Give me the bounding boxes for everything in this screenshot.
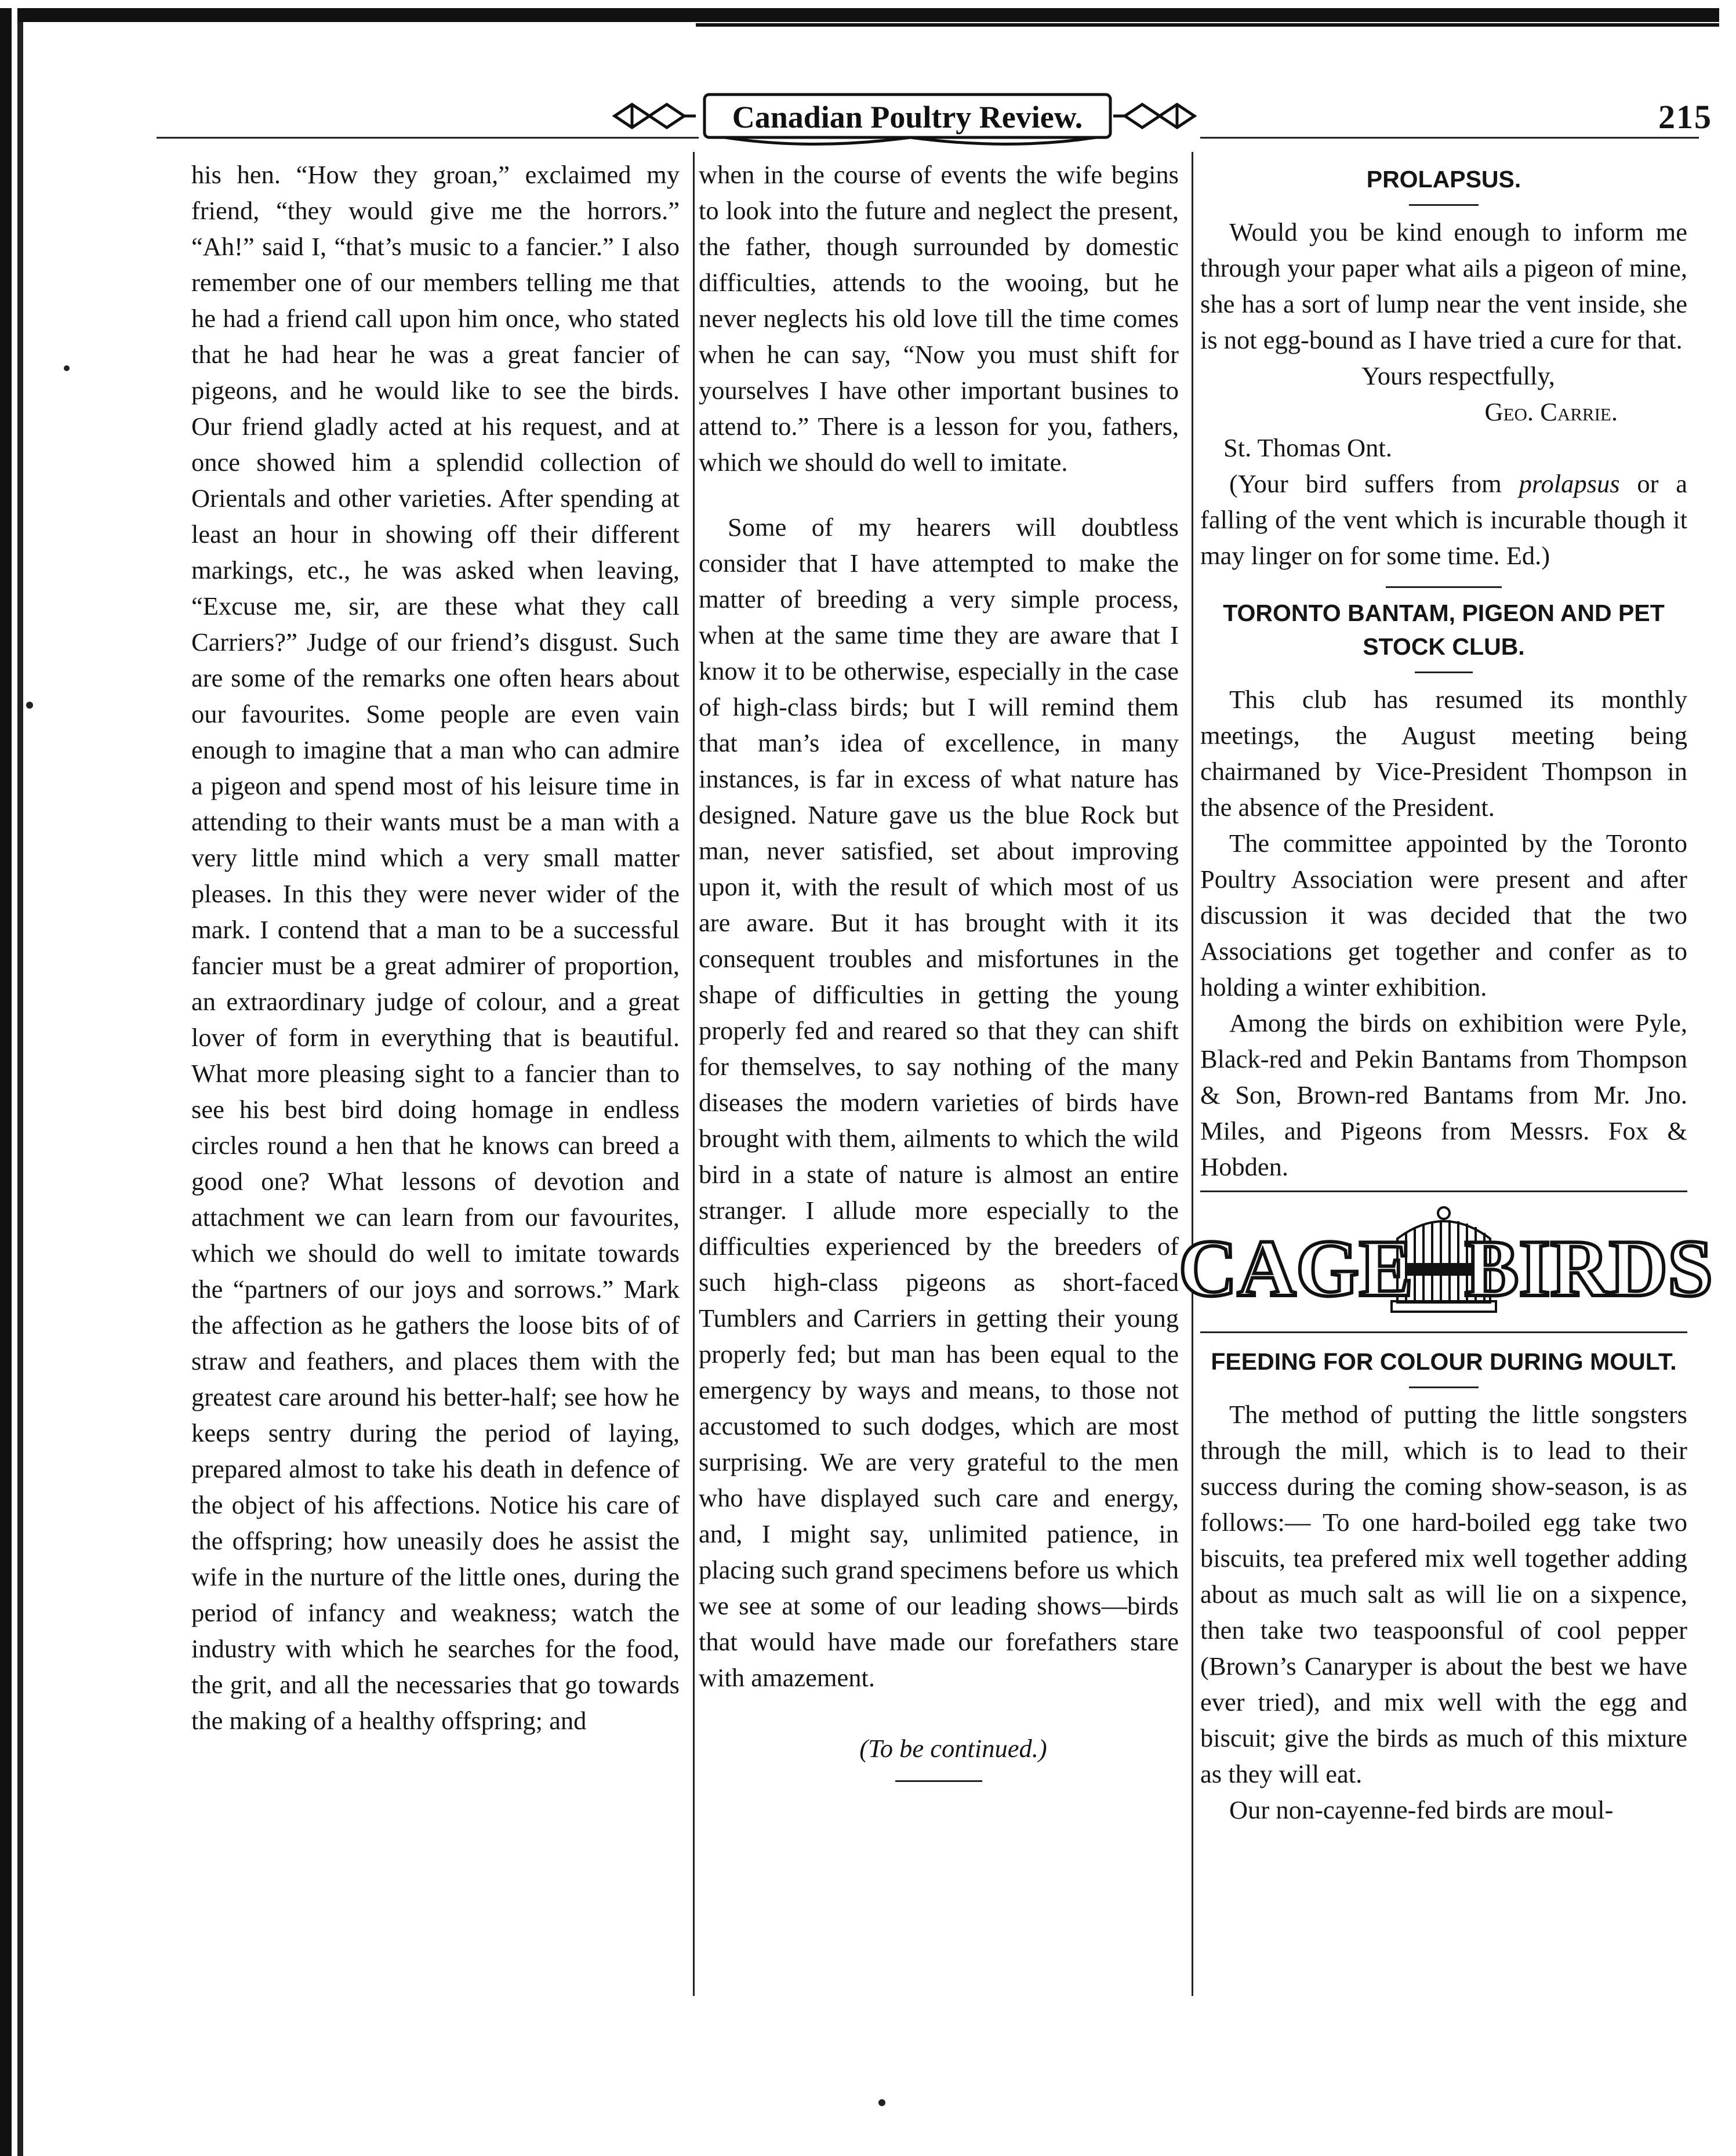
- to-be-continued: (To be continued.): [859, 1734, 1047, 1763]
- page-left-border-inner: [17, 8, 23, 2156]
- print-speck: [26, 702, 33, 709]
- heading-prolapsus: PROLAPSUS.: [1366, 166, 1521, 193]
- column-1: [191, 157, 680, 1738]
- prolapsus-letter: Would you be kind enough to inform me through your paper what ails a pigeon of mine, she has a sort of lump near the vent inside, she is not egg-bound as I have tried a cure for that.: [1200, 217, 1687, 354]
- heading-underline: [1415, 672, 1473, 673]
- editor-reply-prefix: (Your bird suffers from: [1229, 469, 1519, 498]
- club-paragraph: The committee appointed by the Toronto Poultry Association were present and after discussion it was decided that the two Associations get together and confer as to holding a winter exhibition.: [1200, 829, 1687, 1001]
- club-paragraph: This club has resumed its monthly meetings, the August meeting being chairmaned by Vice-President Thompson in the absence of the President.: [1200, 685, 1687, 822]
- page-top-border-lower: [696, 23, 1719, 27]
- column-3: [1178, 157, 1713, 1828]
- editor-reply: [1200, 466, 1687, 574]
- print-speck: [64, 365, 70, 371]
- column-rule-1: [693, 152, 695, 1996]
- editor-reply-italic: prolapsus: [1519, 469, 1620, 498]
- header-rule-right: [1200, 137, 1699, 139]
- article-paragraph: his hen. “How they groan,” exclaimed my friend, “they would give me the horrors.” “Ah!” said I, “that’s music to a fancier.” I also remember one of our members telling me that he had a friend call upon him once, who stated that he had hear he was a great fancier of pigeons, and he would like to see the birds. Our friend gladly acted at his request, and at once showed him a splendid collection of Orientals and other varieties. After spending at least an hour in showing off their different markings, etc., he was asked when leaving, “Excuse me, sir, are these what they call Carriers?” Judge of our friend’s disgust. Such are some of the remarks one often hears about our favourites. Some people are even vain enough to imagine that a man who can admire a pigeon and spend most of his leisure time in attending to their wants must be a man with a very little mind which a very small matter pleases. In this they were never wider of the mark. I contend that a man to be a successful fancier must be a great admirer of proportion, an extraordinary judge of colour, and a great lover of form in everything that is beautiful. What more pleasing sight to a fancier than to see his best bird doing homage in endless circles round a hen that he knows can breed a good one? What lessons of devotion and attachment we can learn from our favourites, which we should do well to imitate towards the “partners of our joys and sorrows.” Mark the affection as he gathers the loose bits of of straw and feathers, and places them with the greatest care around his better-half; see how he keeps sentry during the period of laying, prepared almost to take his death in defence of the object of his affections. Notice his care of the offspring; how uneasily does he assist the wife in the nurture of the little ones, during the period of infancy and weakness; watch the industry with which he searches for the food, the grit, and all the necessaries that go towards the making of a healthy offspring; and: [191, 160, 680, 1735]
- banner-rule-bottom: [1200, 1331, 1687, 1333]
- section-divider: [1386, 586, 1502, 588]
- feeding-paragraph: The method of putting the little songsters through the mill, which is to lead to their success during the coming show-season, is as follows:— To one hard-boiled egg take two biscuits, tea prefered mix well together adding about as much salt as will lie on a sixpence, then take two teaspoonsful of cool pepper (Brown’s Canaryper is about the best we have ever tried), and mix well with the egg and biscuit; give the birds as much of this mixture as they will eat.: [1200, 1400, 1687, 1788]
- column-rule-2: [1192, 152, 1193, 1996]
- banner-birds-text: BIRDS: [1465, 1224, 1713, 1313]
- column-2: [699, 157, 1179, 1790]
- cage-birds-banner: [1178, 1198, 1713, 1320]
- letter-signature: Geo. Carrie.: [1484, 397, 1618, 426]
- header-rule-left: [157, 137, 699, 139]
- page-top-border: [17, 8, 1719, 22]
- banner-cage-text: CAGE: [1178, 1224, 1414, 1313]
- birdcage-illustration: [1178, 1198, 1713, 1320]
- heading-club: TORONTO BANTAM, PIGEON AND PET STOCK CLUB.: [1223, 600, 1665, 660]
- letter-location: St. Thomas Ont.: [1223, 433, 1392, 462]
- banner-rule-top: [1200, 1190, 1687, 1192]
- article-paragraph: Some of my hearers will doubtless consider that I have attempted to make the matter of breeding a very simple process, when at the same time they are aware that I know it to be otherwise, especially in the case of high-class birds; but I will remind them that man’s idea of excellence, in many instances, is far in excess of what nature has designed. Nature gave us the blue Rock but man, never satisfied, set about improving upon it, with the result of which most of us are aware. But it has brought with it its consequent troubles and misfortunes in the shape of difficulties in getting the young properly fed and reared so that they can shift for themselves, to say nothing of the many diseases the modern varieties of birds have brought with them, ailments to which the wild bird in a state of nature is almost an entire stranger. I allude more especially to the difficulties experienced by the breeders of such high-class pigeons as short-faced Tumblers and Carriers in getting their young properly fed; but man has been equal to the emergency by ways and means, to those not accustomed to such dodges, which are most surprising. We are very grateful to the men who have displayed such care and energy, and, I might say, unlimited patience, in placing such grand specimens before us which we see at some of our leading shows—birds that would have made our forefathers stare with amazement.: [699, 513, 1179, 1692]
- page-left-border: [0, 8, 12, 2156]
- letter-closing: Yours respectfully,: [1361, 361, 1555, 390]
- article-paragraph: when in the course of events the wife begins to look into the future and neglect the present, the father, though surrounded by domestic difficulties, attends to the wooing, but he never neglects his old love till the time comes when he can say, “Now you must shift for yourselves I have other important busines to attend to.” There is a lesson for you, fathers, which we should do well to imitate.: [699, 160, 1179, 477]
- feeding-paragraph: Our non-cayenne-fed birds are moul-: [1229, 1795, 1614, 1824]
- heading-feeding: FEEDING FOR COLOUR DURING MOULT.: [1211, 1348, 1677, 1375]
- masthead-title: Canadian Poultry Review.: [732, 100, 1083, 135]
- masthead: [609, 78, 1212, 154]
- heading-underline: [1409, 204, 1479, 206]
- heading-underline: [1409, 1386, 1479, 1388]
- masthead-ornament: [609, 78, 1212, 154]
- print-speck: [878, 2099, 885, 2106]
- section-divider: [895, 1780, 982, 1782]
- page-number: 215: [1658, 98, 1712, 136]
- editor-reply-suffix: or a falling of the vent which is incurable though it may linger on for some time. Ed.): [1200, 469, 1688, 570]
- club-paragraph: Among the birds on exhibition were Pyle, Black-red and Pekin Bantams from Thompson & Son, Brown-red Bantams from Mr. Jno. Miles, and Pigeons from Messrs. Fox & Hobden.: [1200, 1008, 1687, 1181]
